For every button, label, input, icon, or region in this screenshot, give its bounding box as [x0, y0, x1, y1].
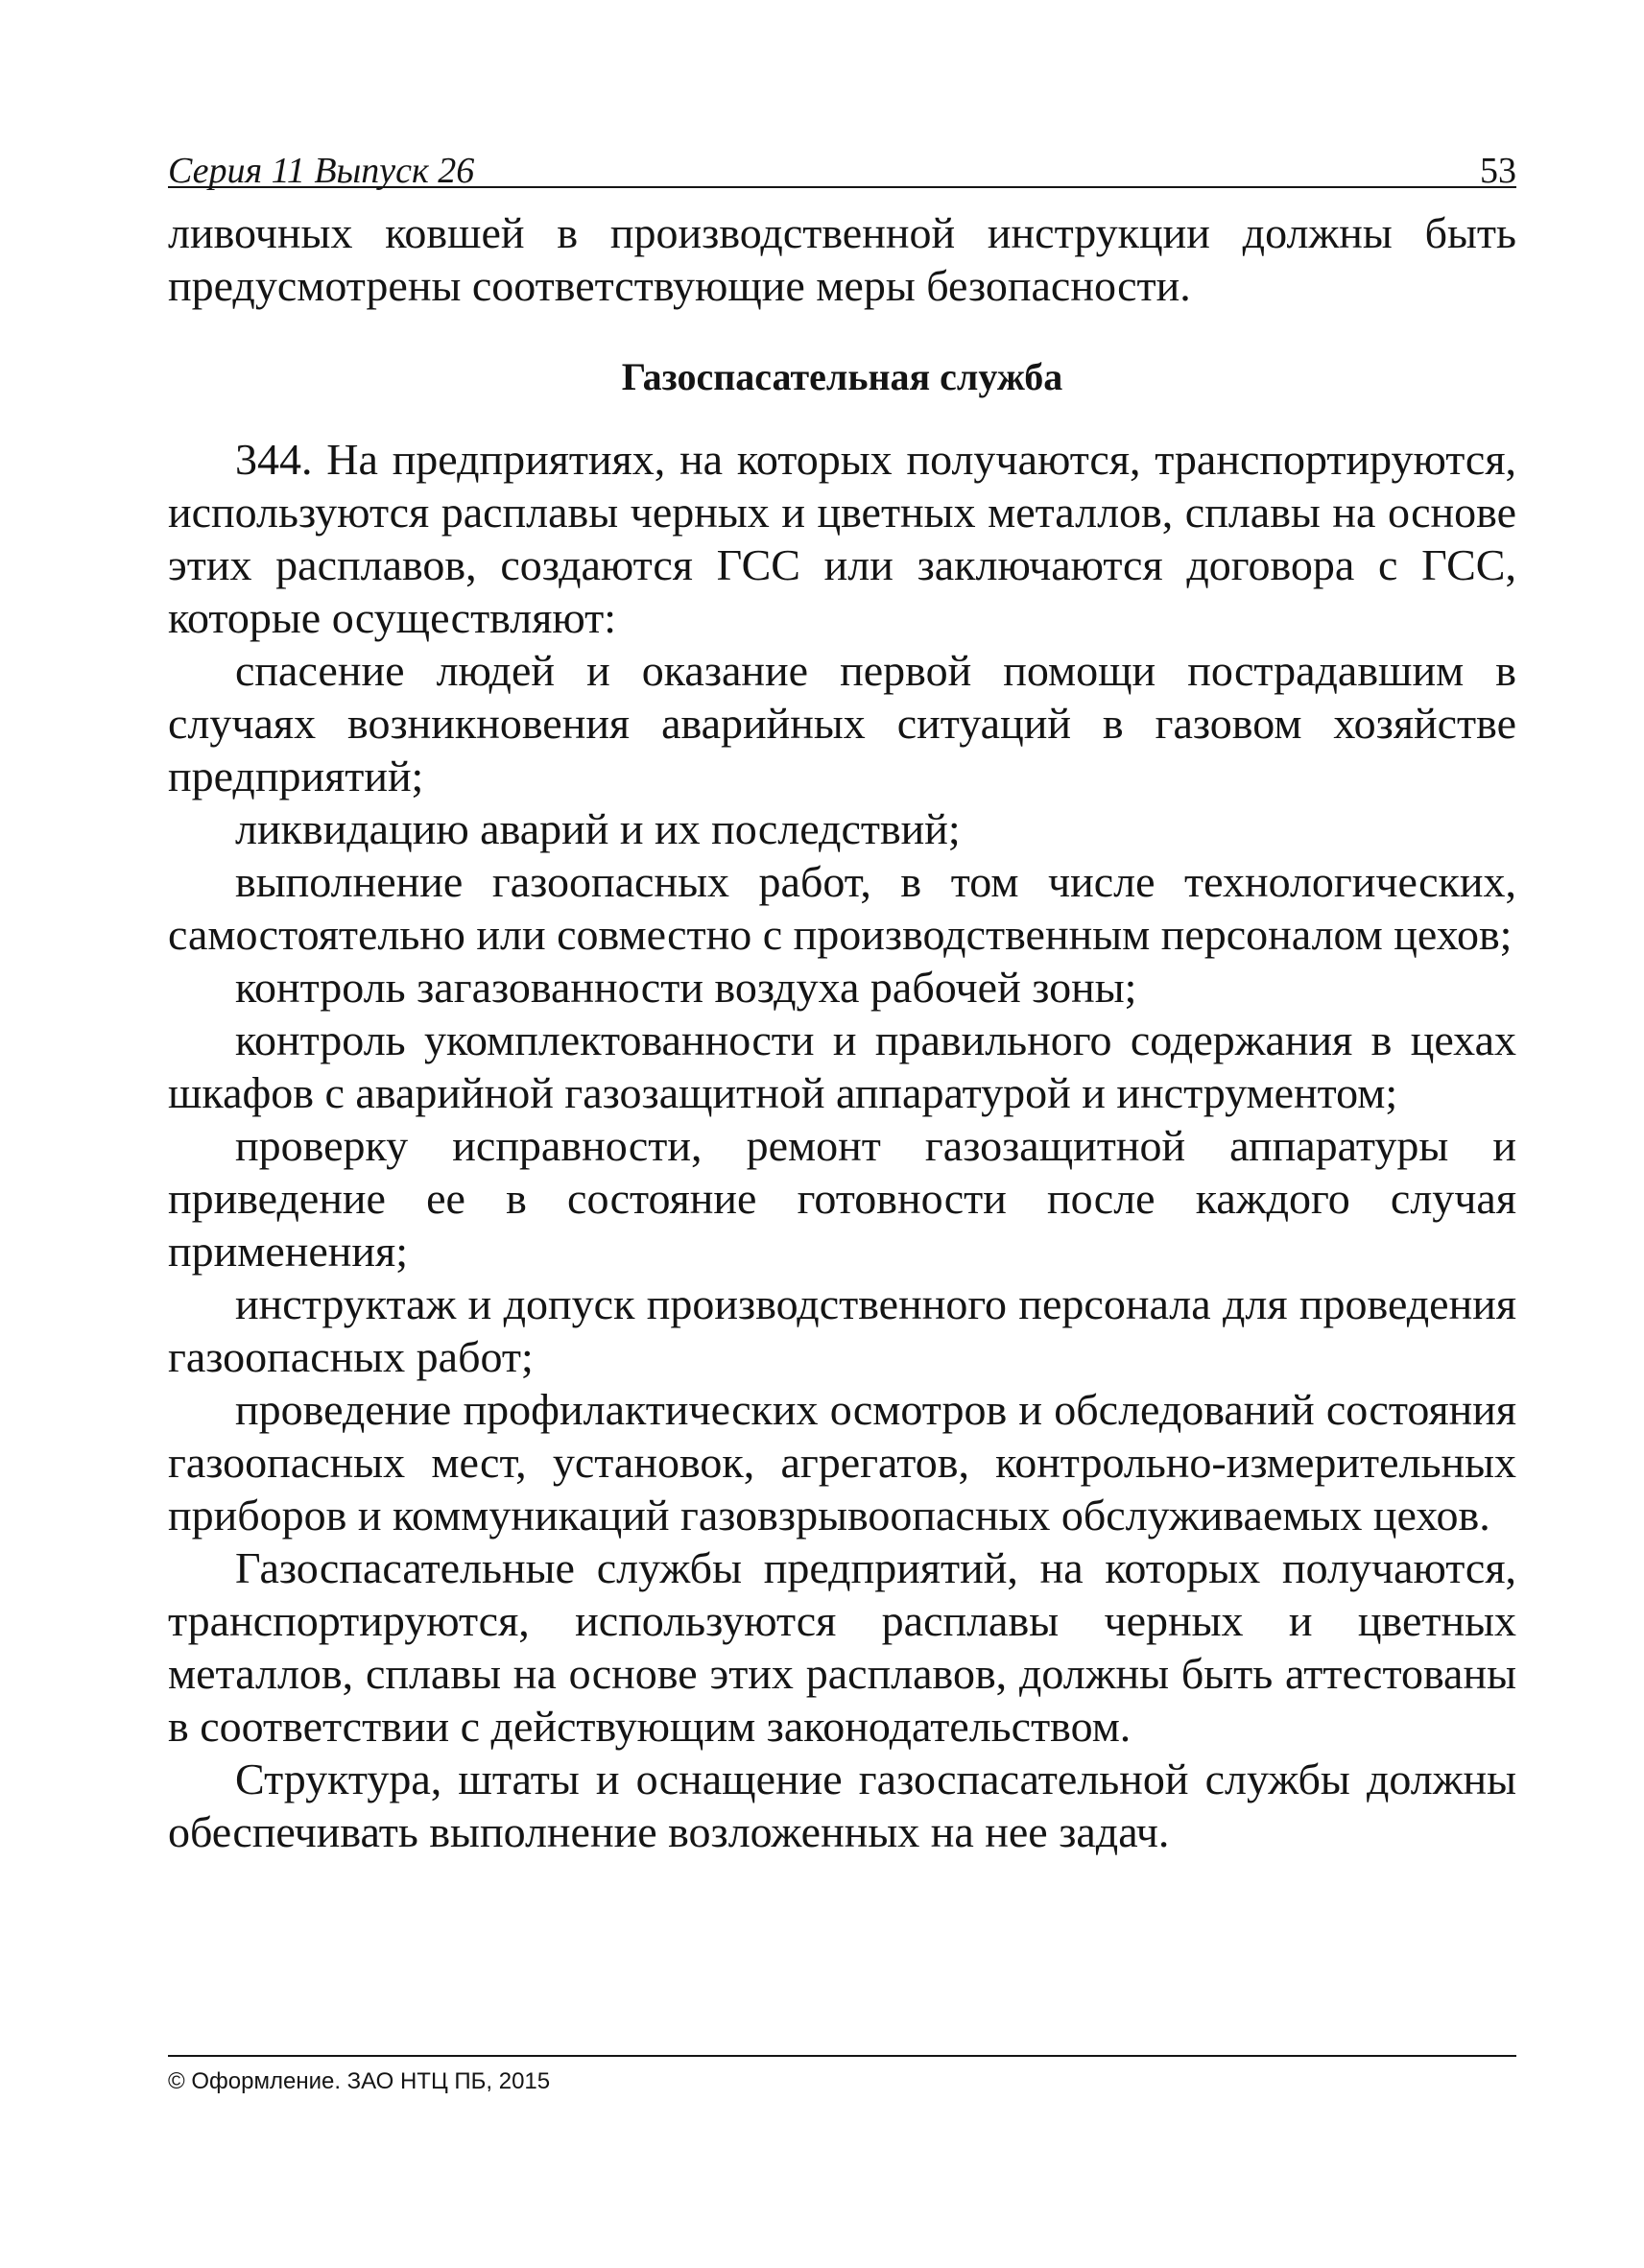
list-item-cabinet-control: контроль укомплектованности и правильного содержания в цехах шкафов с аварийной газозащитной аппаратурой и инструментом; — [168, 1015, 1516, 1117]
copyright-footer: © Оформление. ЗАО НТЦ ПБ, 2015 — [168, 2068, 551, 2094]
list-item-gas-hazardous-work: выполнение газоопасных работ, в том числе технологических, самостоятельно или совместно с производственным персоналом цехов; — [168, 857, 1516, 959]
paragraph-continuation: ливочных ковшей в производственной инструкции должны быть предусмотрены соответствующие меры безопасности. — [168, 208, 1516, 310]
list-item-equipment-check: проверку исправности, ремонт газозащитной аппаратуры и приведение ее в состояние готовности после каждого случая применения; — [168, 1121, 1516, 1276]
paragraph-structure: Структура, штаты и оснащение газоспасательной службы должны обеспечивать выполнение возложенных на нее задач. — [168, 1755, 1516, 1856]
list-item-inspections: проведение профилактических осмотров и обследований состояния газоопасных мест, установок, агрегатов, контрольно-измерительных приборов и коммуникаций газовзрывоопасных обслуживаемых цехов. — [168, 1385, 1516, 1540]
list-item-liquidation: ликвидацию аварий и их последствий; — [235, 804, 961, 853]
paragraph-certification: Газоспасательные службы предприятий, на которых получаются, транспортируются, используются расплавы черных и цветных металлов, сплавы на основе этих расплавов, должны быть аттестованы в соответствии с действующим законодательством. — [168, 1543, 1516, 1751]
header-divider — [168, 186, 1516, 188]
footer-divider — [168, 2055, 1516, 2057]
series-label: Серия 11 Выпуск 26 — [168, 151, 475, 191]
running-header — [168, 144, 1516, 198]
list-item-briefing: инструктаж и допуск производственного персонала для проведения газоопасных работ; — [168, 1279, 1516, 1381]
page-body — [168, 206, 1516, 1858]
section-heading: Газоспасательная служба — [621, 355, 1063, 398]
paragraph-344: 344. На предприятиях, на которых получаются, транспортируются, используются расплавы черных и цветных металлов, сплавы на основе этих расплавов, создаются ГСС или заключаются договора с ГСС, которые осуществляют: — [168, 435, 1516, 642]
list-item-air-control: контроль загазованности воздуха рабочей зоны; — [235, 963, 1137, 1012]
list-item-rescue: спасение людей и оказание первой помощи пострадавшим в случаях возникновения аварийных ситуаций в газовом хозяйстве предприятий; — [168, 646, 1516, 800]
page-number: 53 — [1480, 151, 1516, 191]
